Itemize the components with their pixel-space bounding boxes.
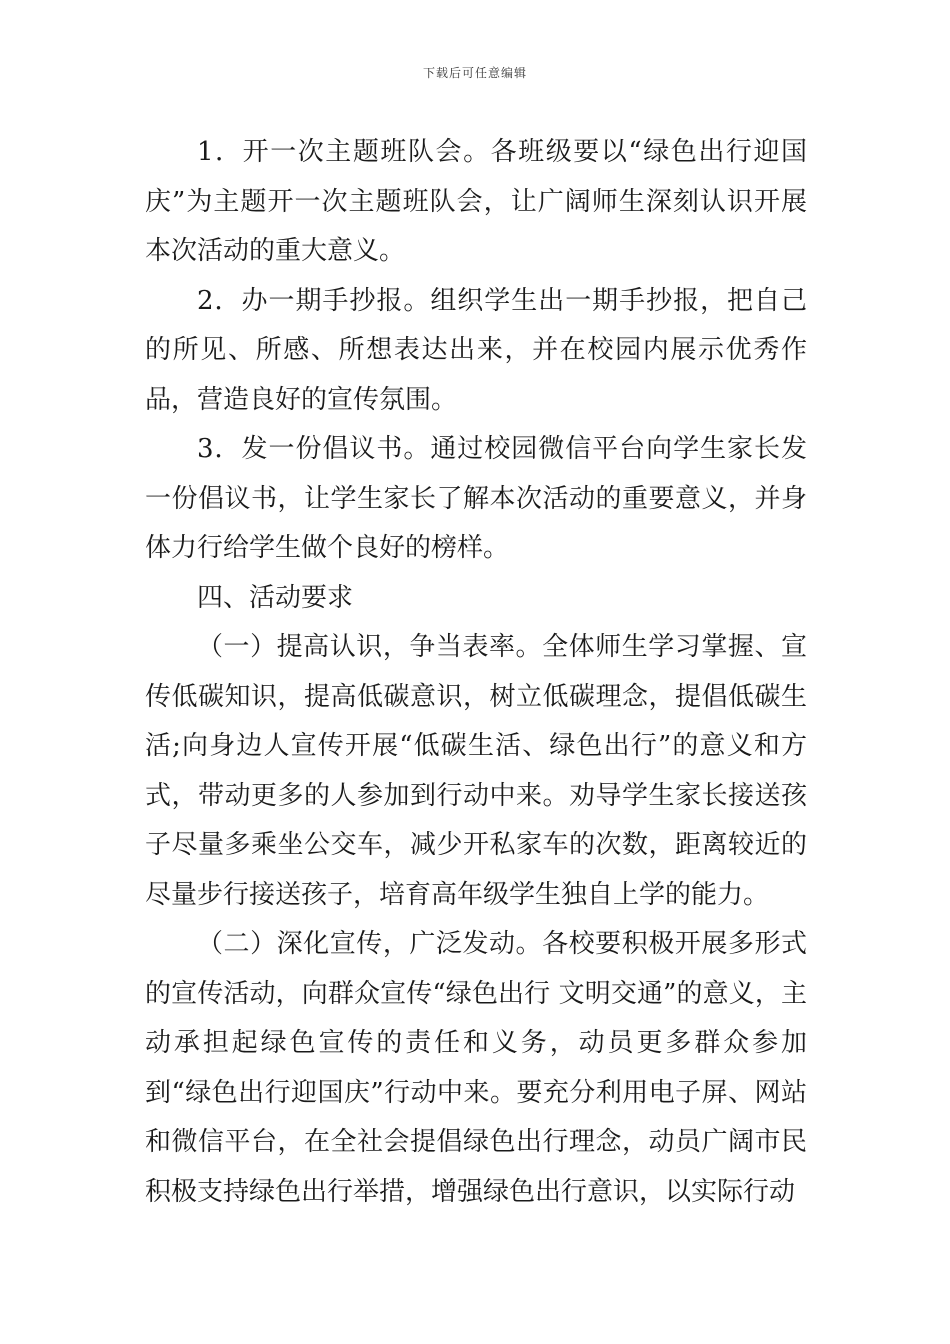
requirement-paragraph-1: （一）提高认识，争当表率。全体师生学习掌握、宣传低碳知识，提高低碳意识，树立低碳理念，提倡低碳生活;向身边人宣传开展“低碳生活、绿色出行”的意义和方式，带动更多的人参加到行动中来。劝导学生家长接送孩子尽量多乘坐公交车，减少开私家车的次数，距离较近的尽量步行接送孩子，培育高年级学生独自上学的能力。 xyxy=(145,632,807,910)
page-header: 下载后可任意编辑 xyxy=(422,66,527,80)
document-body xyxy=(145,128,807,1217)
paragraph-item-3: 3．发一份倡议书。通过校园微信平台向学生家长发一份倡议书，让学生家长了解本次活动的重要意义，并身体力行给学生做个良好的榜样。 xyxy=(145,434,807,563)
requirement-paragraph-2: （二）深化宣传，广泛发动。各校要积极开展多形式的宣传活动，向群众宣传“绿色出行 文明交通”的意义，主动承担起绿色宣传的责任和义务，动员更多群众参加到“绿色出行迎国庆”行动中来。要充分利用电子屏、网站和微信平台，在全社会提倡绿色出行理念，动员广阔市民积极支持绿色出行举措，增强绿色出行意识，以实际行动 xyxy=(145,929,807,1207)
paragraph-item-1: 1．开一次主题班队会。各班级要以“绿色出行迎国庆”为主题开一次主题班队会，让广阔师生深刻认识开展本次活动的重大意义。 xyxy=(145,137,807,266)
paragraph-item-2: 2．办一期手抄报。组织学生出一期手抄报，把自己的所见、所感、所想表达出来，并在校园内展示优秀作品，营造良好的宣传氛围。 xyxy=(145,285,807,415)
section-heading: 四、活动要求 xyxy=(197,582,354,613)
